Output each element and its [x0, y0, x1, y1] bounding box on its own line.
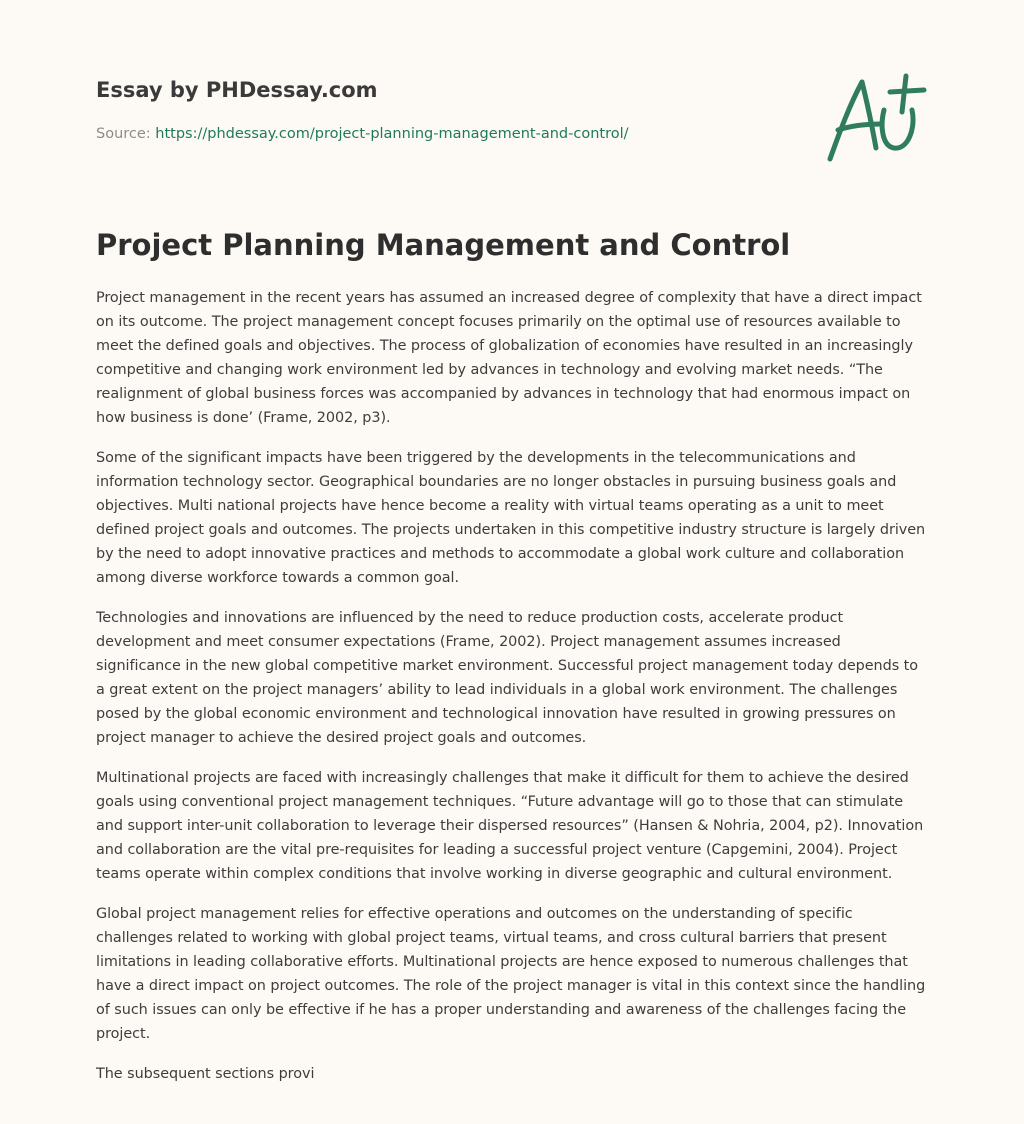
source-link[interactable]: https://phdessay.com/project-planning-management-and-control/: [155, 126, 629, 142]
paragraph: Technologies and innovations are influenced by the need to reduce production costs, accelerate product development and meet consumer expectations (Frame, 2002). Project management assumes increased significance in the new global competitive market environment. Successful project management today depends to a great extent on the project managers’ ability to lead individuals in a global work environment. The challenges posed by the global economic environment and technological innovation have resulted in growing pressures on project manager to achieve the desired project goals and outcomes.: [96, 610, 919, 746]
page-header: [96, 76, 796, 144]
paragraph: Global project management relies for effective operations and outcomes on the understanding of specific challenges related to working with global project teams, virtual teams, and cross cultural barriers that present limitations in leading collaborative efforts. Multinational projects are hence exposed to numerous challenges that have a direct impact on project outcomes. The role of the project manager is vital in this context since the handling of such issues can only be effective if he has a proper understanding and awareness of the challenges facing the project.: [96, 906, 926, 1042]
paragraph: Project management in the recent years has assumed an increased degree of complexity that have a direct impact on its outcome. The project management concept focuses primarily on the optimal use of resources available to meet the defined goals and objectives. The process of globalization of economies have resulted in an increasingly competitive and changing work environment led by advances in technology and evolving market needs. “The realignment of global business forces was accompanied by advances in technology that had enormous impact on how business is done’ (Frame, 2002, p3).: [96, 290, 922, 426]
source-line: [96, 124, 796, 144]
source-label: Source:: [96, 126, 151, 142]
paragraph: The subsequent sections provi: [96, 1066, 315, 1082]
paragraph: Some of the significant impacts have been triggered by the developments in the telecommunications and information technology sector. Geographical boundaries are no longer obstacles in pursuing business goals and objectives. Multi national projects have hence become a reality with virtual teams operating as a unit to meet defined project goals and outcomes. The projects undertaken in this competitive industry structure is largely driven by the need to adopt innovative practices and methods to accommodate a global work culture and collaboration among diverse workforce towards a common goal.: [96, 450, 926, 586]
paragraph: Multinational projects are faced with increasingly challenges that make it difficult for them to achieve the desired goals using conventional project management techniques. “Future advantage will go to those that can stimulate and support inter-unit collaboration to leverage their dispersed resources” (Hansen & Nohria, 2004, p2). Innovation and collaboration are the vital pre-requisites for leading a successful project venture (Capgemini, 2004). Project teams operate within complex conditions that involve working in diverse geographic and cultural environment.: [96, 770, 924, 882]
site-title: Essay by PHDessay.com: [96, 78, 378, 102]
a-plus-grade-icon: [820, 66, 930, 166]
essay-title: Project Planning Management and Control: [96, 228, 791, 262]
essay-body: [96, 286, 930, 1102]
